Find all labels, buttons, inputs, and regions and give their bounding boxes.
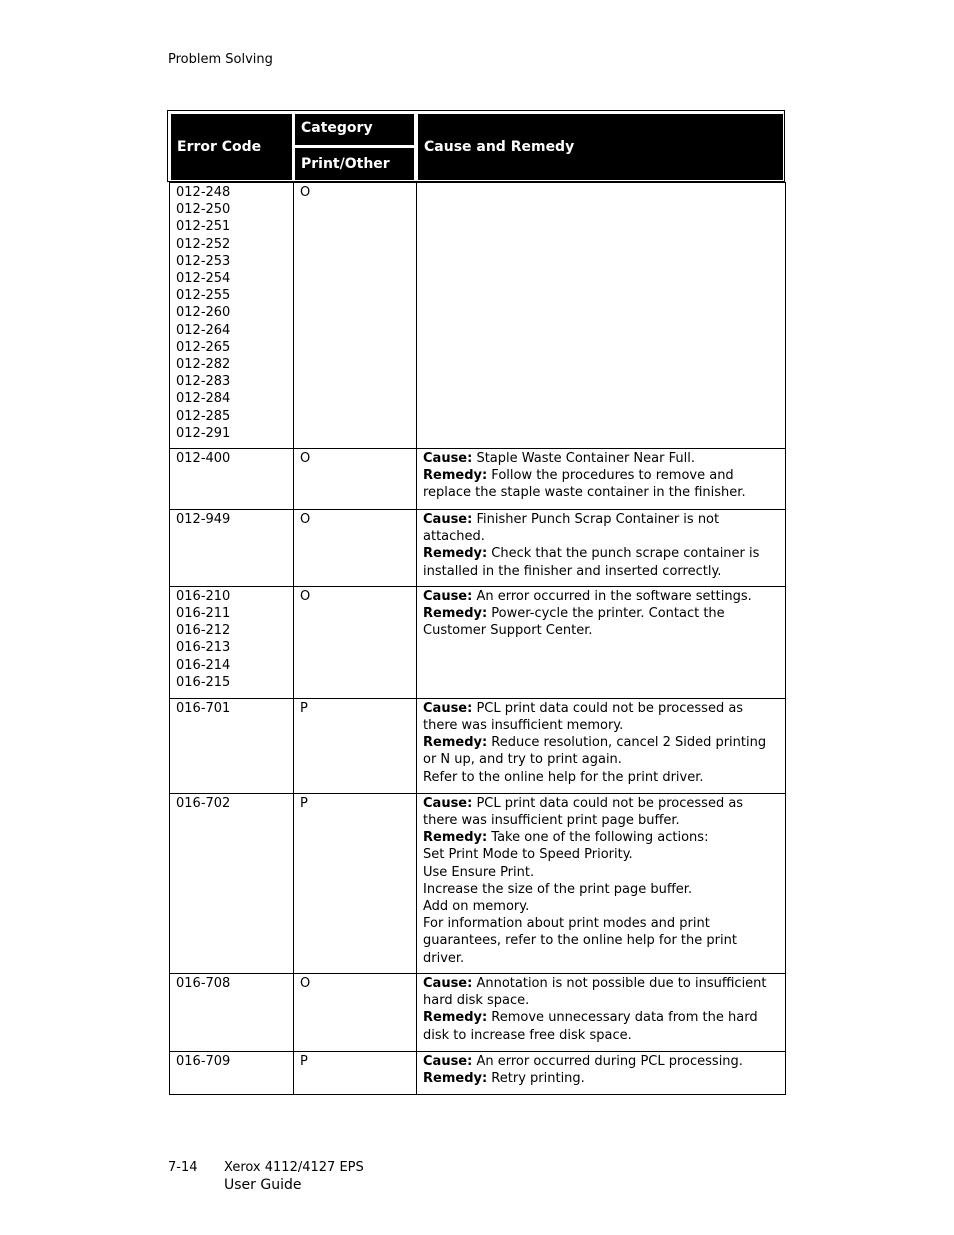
category-value: O [300, 512, 311, 528]
line-text: Increase the size of the print page buffer. [423, 881, 693, 897]
error-code-cell [170, 973, 294, 1051]
error-code-cell [170, 449, 294, 510]
category-value: O [300, 185, 311, 200]
cause-remedy-line [423, 769, 779, 786]
cause-remedy-cell [417, 586, 786, 698]
cause-remedy-line [423, 1009, 779, 1043]
cause-remedy-line [423, 864, 779, 881]
table-row [170, 183, 786, 449]
line-label: Remedy: [423, 546, 488, 562]
error-code: 016-212 [176, 623, 231, 639]
table-header [167, 110, 785, 182]
table-row [170, 973, 786, 1051]
cause-remedy-line [423, 467, 779, 501]
error-code: 016-210 [176, 588, 231, 604]
category-value: O [300, 975, 311, 991]
error-code: 012-283 [176, 374, 231, 390]
cause-remedy-cell [417, 449, 786, 510]
error-code: 012-253 [176, 253, 231, 269]
line-text: Staple Waste Container Near Full. [472, 451, 695, 467]
line-label: Cause: [423, 451, 473, 467]
line-text: Annotation is not possible due to insufficient hard disk space. [423, 975, 767, 1009]
category-cell [294, 586, 417, 698]
line-text: Remove unnecessary data from the hard disk to increase free disk space. [423, 1010, 758, 1043]
category-cell [294, 510, 417, 587]
table-row [170, 449, 786, 510]
line-label: Cause: [423, 975, 473, 991]
running-head: Problem Solving [168, 52, 273, 67]
category-cell [294, 973, 417, 1051]
category-cell [294, 183, 417, 449]
line-text: An error occurred in the software settings. [472, 588, 752, 604]
cause-remedy-cell [417, 973, 786, 1051]
error-code-cell [170, 586, 294, 698]
cause-remedy-cell [417, 698, 786, 793]
category-cell [294, 793, 417, 973]
line-text: Set Print Mode to Speed Priority. [423, 847, 633, 863]
error-code: 012-260 [176, 305, 231, 321]
error-code: 016-211 [176, 606, 231, 622]
error-code: 012-291 [176, 425, 231, 441]
header-cause-remedy: Cause and Remedy [418, 114, 783, 180]
error-code: 016-215 [176, 674, 231, 690]
category-value: O [300, 588, 311, 604]
cause-remedy-line [423, 915, 779, 967]
cause-remedy-line [423, 881, 779, 898]
category-value: P [300, 795, 308, 811]
cause-remedy-line [423, 1070, 779, 1087]
header-print-other: Print/Other [295, 148, 414, 180]
cause-remedy-line [423, 450, 779, 467]
category-value: P [300, 700, 308, 716]
error-code: 012-251 [176, 219, 231, 235]
error-code: 012-254 [176, 271, 231, 287]
category-value: P [300, 1053, 308, 1069]
category-value: O [300, 451, 311, 467]
cause-remedy-line [423, 545, 779, 579]
table-row [170, 698, 786, 793]
error-code: 012-284 [176, 391, 231, 407]
cause-remedy-line [423, 588, 779, 605]
line-text: An error occurred during PCL processing. [472, 1053, 743, 1069]
table-row [170, 793, 786, 973]
cause-remedy-line [423, 829, 779, 846]
cause-remedy-line [423, 1053, 779, 1070]
cause-remedy-cell [417, 1051, 786, 1094]
table-row [170, 1051, 786, 1094]
line-label: Remedy: [423, 1010, 488, 1026]
error-code: 012-264 [176, 322, 231, 338]
line-label: Remedy: [423, 830, 488, 846]
product-name: Xerox 4112/4127 EPS [224, 1160, 364, 1175]
cause-remedy-line [423, 511, 779, 545]
page-number: 7-14 [168, 1160, 198, 1175]
error-code-table [169, 182, 786, 1095]
cause-remedy-line [423, 605, 779, 639]
table-row [170, 510, 786, 587]
error-code: 016-213 [176, 640, 231, 656]
cause-remedy-cell [417, 183, 786, 449]
cause-remedy-line [423, 898, 779, 915]
line-label: Cause: [423, 700, 473, 716]
cause-remedy-cell [417, 793, 786, 973]
line-label: Remedy: [423, 468, 488, 484]
guide-title: User Guide [224, 1177, 302, 1193]
line-text: Add on memory. [423, 899, 530, 915]
category-cell [294, 1051, 417, 1094]
error-code: 016-702 [176, 795, 231, 811]
line-label: Remedy: [423, 606, 488, 622]
table-row [170, 586, 786, 698]
line-text: Reduce resolution, cancel 2 Sided printing or N up, and try to print again. [423, 735, 767, 768]
category-cell [294, 698, 417, 793]
error-code-cell [170, 1051, 294, 1094]
error-code: 012-252 [176, 236, 231, 252]
error-code: 016-701 [176, 700, 231, 716]
error-code: 012-255 [176, 288, 231, 304]
error-code: 012-400 [176, 451, 231, 467]
line-text: Follow the procedures to remove and replace the staple waste container in the finisher. [423, 468, 746, 501]
cause-remedy-line [423, 734, 779, 768]
error-code-cell [170, 698, 294, 793]
line-label: Remedy: [423, 1071, 488, 1087]
error-code: 012-265 [176, 339, 231, 355]
error-code: 012-248 [176, 185, 231, 200]
line-text: PCL print data could not be processed as there was insufficient memory. [423, 700, 744, 734]
error-code: 012-285 [176, 408, 231, 424]
line-label: Remedy: [423, 735, 488, 751]
header-category: Category [295, 114, 414, 145]
error-code: 012-949 [176, 512, 231, 528]
line-label: Cause: [423, 512, 473, 528]
category-cell [294, 449, 417, 510]
line-label: Cause: [423, 1053, 473, 1069]
cause-remedy-line [423, 795, 779, 829]
line-text: Check that the punch scrape container is installed in the finisher and inserted correctly. [423, 546, 760, 579]
line-text: Refer to the online help for the print driver. [423, 769, 704, 785]
line-text: Take one of the following actions: [487, 830, 709, 846]
line-text: Use Ensure Print. [423, 864, 535, 880]
error-code: 016-708 [176, 975, 231, 991]
cause-remedy-line [423, 700, 779, 734]
line-label: Cause: [423, 588, 473, 604]
line-text: PCL print data could not be processed as there was insufficient print page buffer. [423, 795, 744, 829]
error-code: 016-709 [176, 1053, 231, 1069]
line-text: Retry printing. [487, 1071, 585, 1087]
line-text: Finisher Punch Scrap Container is not attached. [423, 512, 720, 545]
error-code-cell [170, 183, 294, 449]
line-text: Power-cycle the printer. Contact the Customer Support Center. [423, 606, 725, 639]
error-code: 012-250 [176, 202, 231, 218]
line-label: Cause: [423, 795, 473, 811]
header-error-code: Error Code [171, 114, 292, 180]
error-code: 016-214 [176, 657, 231, 673]
error-code-cell [170, 510, 294, 587]
cause-remedy-cell [417, 510, 786, 587]
cause-remedy-line [423, 975, 779, 1009]
error-code-cell [170, 793, 294, 973]
error-code: 012-282 [176, 357, 231, 373]
cause-remedy-line [423, 846, 779, 863]
line-text: For information about print modes and print guarantees, refer to the online help for the print driver. [423, 916, 737, 966]
